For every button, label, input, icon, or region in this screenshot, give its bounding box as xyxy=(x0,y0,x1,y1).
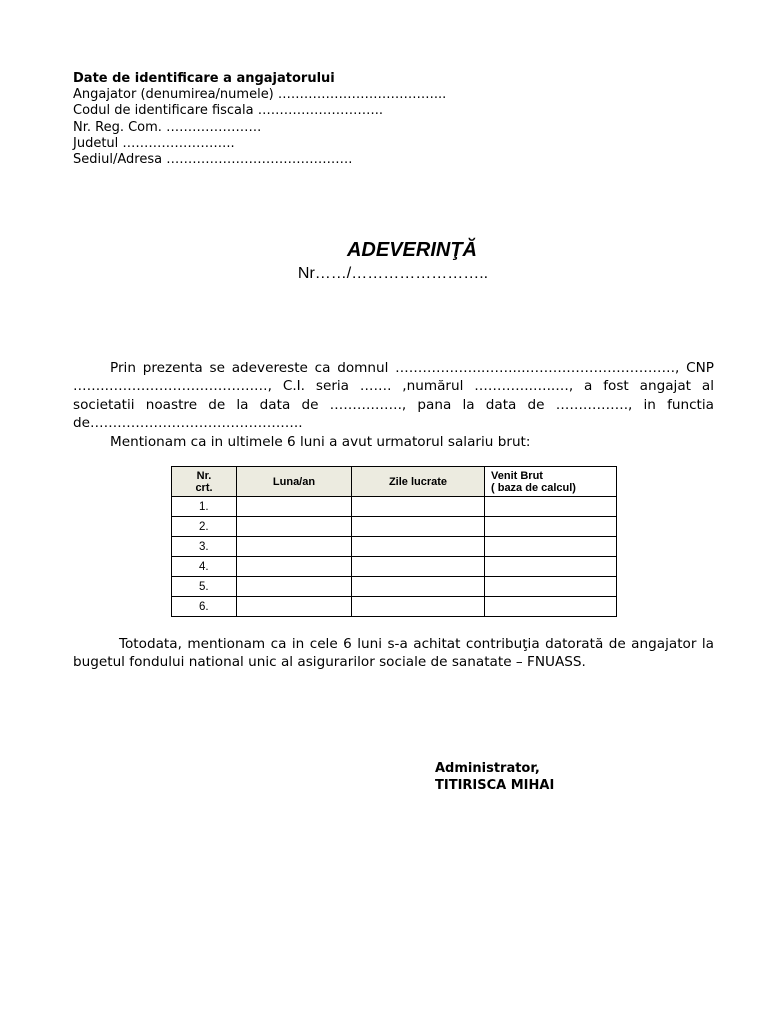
header-venit-line1: Venit Brut xyxy=(491,469,543,482)
employer-identification-block xyxy=(73,71,446,168)
table-row xyxy=(172,537,617,557)
table-row xyxy=(172,517,617,537)
signatory-role: Administrator, xyxy=(435,761,540,776)
row-number: 2. xyxy=(172,517,237,537)
closing-block xyxy=(73,635,714,672)
contribution-paragraph: Totodata, mentionam ca in cele 6 luni s-a achitat contribuţia datorată de angajator la bugetul fondului national unic al asigurarilor sociale de sanatate – FNUASS. xyxy=(73,636,714,671)
header-luna-an: Luna/an xyxy=(237,467,352,497)
header-nr-line2: crt. xyxy=(195,481,213,494)
venit-brut-cell xyxy=(485,597,617,617)
zile-lucrate-cell xyxy=(352,557,485,577)
header-nr-crt xyxy=(172,467,237,497)
table-row xyxy=(172,577,617,597)
salary-table xyxy=(171,466,617,617)
table-row xyxy=(172,557,617,577)
luna-an-cell xyxy=(237,517,352,537)
venit-brut-cell xyxy=(485,497,617,517)
trade-register-line: Nr. Reg. Com. …………………. xyxy=(73,119,262,135)
venit-brut-cell xyxy=(485,517,617,537)
zile-lucrate-cell xyxy=(352,497,485,517)
header-nr-line1: Nr. xyxy=(196,469,212,482)
venit-brut-cell xyxy=(485,537,617,557)
address-line: Sediul/Adresa ……………………………………. xyxy=(73,152,353,168)
luna-an-cell xyxy=(237,577,352,597)
row-number: 6. xyxy=(172,597,237,617)
venit-brut-cell xyxy=(485,557,617,577)
document-number-line: Nr……/…………………….. xyxy=(297,265,489,282)
fiscal-code-line: Codul de identificare fiscala ……………………….. xyxy=(73,103,384,119)
document-title: ADEVERINŢĂ xyxy=(346,239,477,261)
zile-lucrate-cell xyxy=(352,537,485,557)
header-venit-line2: ( baza de calcul) xyxy=(491,481,576,494)
county-line: Judetul …………………….. xyxy=(73,135,235,151)
signatory-name: TITIRISCA MIHAI xyxy=(435,778,555,793)
salary-table-header-row xyxy=(172,467,617,497)
luna-an-cell xyxy=(237,497,352,517)
table-row xyxy=(172,497,617,517)
zile-lucrate-cell xyxy=(352,597,485,617)
header-venit-brut xyxy=(485,467,617,497)
row-number: 4. xyxy=(172,557,237,577)
luna-an-cell xyxy=(237,597,352,617)
employer-heading: Date de identificare a angajatorului xyxy=(73,71,335,86)
zile-lucrate-cell xyxy=(352,577,485,597)
salary-intro: Mentionam ca in ultimele 6 luni a avut urmatorul salariu brut: xyxy=(110,433,531,450)
zile-lucrate-cell xyxy=(352,517,485,537)
row-number: 5. xyxy=(172,577,237,597)
header-zile-lucrate: Zile lucrate xyxy=(352,467,485,497)
certificate-body xyxy=(73,359,714,451)
row-number: 3. xyxy=(172,537,237,557)
venit-brut-cell xyxy=(485,577,617,597)
luna-an-cell xyxy=(237,557,352,577)
signature-block xyxy=(435,760,554,794)
table-row xyxy=(172,597,617,617)
luna-an-cell xyxy=(237,537,352,557)
employment-paragraph: Prin prezenta se adevereste ca domnul ………………..……...……………………………, CNP …….………………………………, C.I. seria ……. ,numărul ………….…..…, a fost angajat al societatii noastre de la data de ……………., pana la data de ……………., in functia de……………………………………….. xyxy=(73,360,714,432)
row-number: 1. xyxy=(172,497,237,517)
employer-name-line: Angajator (denumirea/numele) ………………………………... xyxy=(73,87,447,103)
